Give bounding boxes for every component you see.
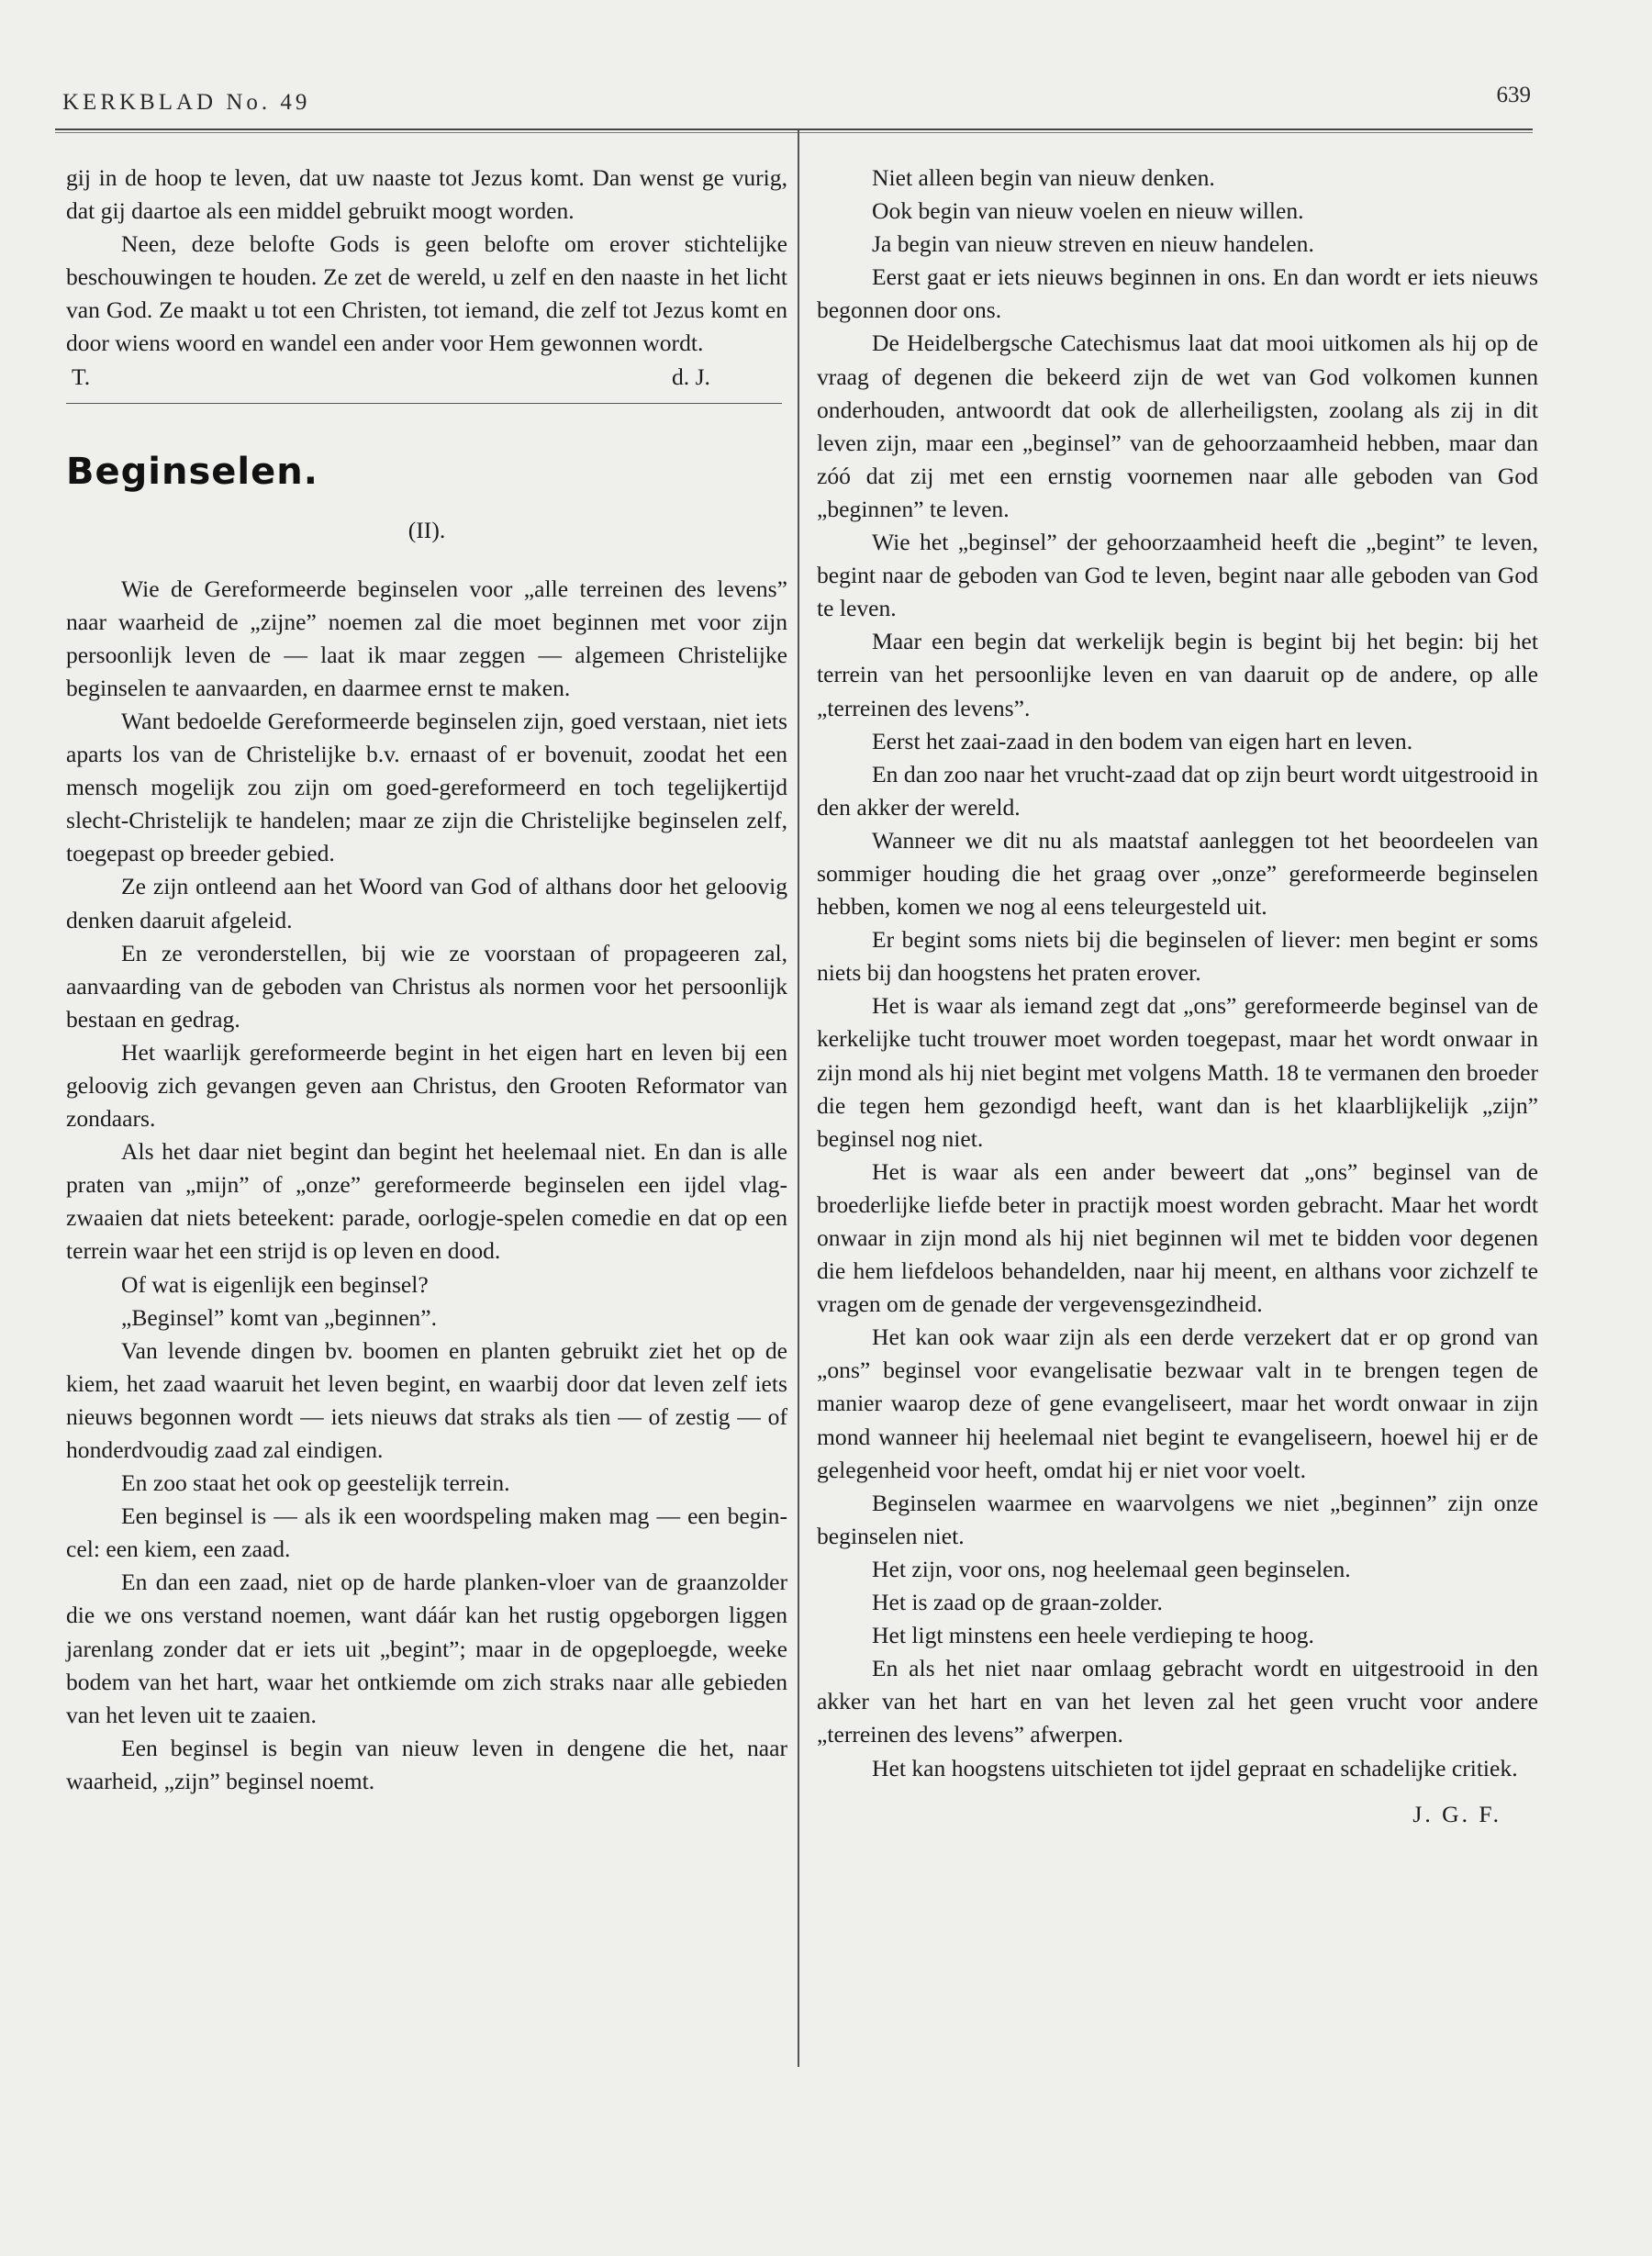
article-paragraph: Eerst gaat er iets nieuws beginnen in ons. En dan wordt er iets nieuws begonnen door ons. (817, 263, 1538, 324)
page-number: 639 (1496, 83, 1531, 107)
signoff-initial-left: T. (72, 363, 91, 390)
article-paragraph: Maar een begin dat werkelijk begin is begint bij het begin: bij het terrein van het persoonlijke leven en van daaruit op de andere, op alle „terreinen des levens”. (817, 628, 1538, 721)
column-divider (798, 130, 799, 2067)
prev-article-paragraph: Neen, deze belofte Gods is geen belofte om erover stichtelijke beschouwingen te houden. Ze zet de wereld, u zelf en den naaste in het licht van God. Ze maakt u tot een Christen, tot iemand, die zelf tot Jezus komt en door wiens woord en wandel een ander voor Hem gewonnen wordt. (66, 230, 787, 357)
article-paragraph: Er begint soms niets bij die beginselen of liever: men begint er soms niets bij dan hoogstens het praten erover. (817, 926, 1538, 987)
article-separator-rule (66, 403, 782, 404)
article-paragraph: Het is zaad op de graan-zolder. (872, 1589, 1163, 1616)
article-paragraph: Het kan ook waar zijn als een derde verzekert dat er op grond van „ons” beginsel voor evangelisatie bezwaar valt in te brengen tegen de manier waarop deze of gene evangeliseert, maar het wordt onwaar in zijn mond wanneer hij heelemaal niet begint te evangeliseern, hoewel hij er de gelegenheid voor heeft, omdat hij er niet voor voelt. (817, 1323, 1538, 1483)
article-paragraph: Het waarlijk gereformeerde begint in het eigen hart en leven bij een geloovig zich gevangen geven aan Christus, den Grooten Reformator van zondaars. (66, 1038, 787, 1133)
article-paragraph: Niet alleen begin van nieuw denken. (872, 164, 1215, 191)
article-paragraph: Van levende dingen bv. boomen en planten gebruikt ziet het op de kiem, het zaad waaruit het leven begint, en waarbij door dat leven zelf iets nieuws begonnen wordt — iets nieuws dat straks als tien — of zestig — of honderdvoudig zaad zal eindigen. (66, 1336, 787, 1463)
header-rule (55, 128, 1533, 133)
article-paragraph: Een beginsel is — als ik een woordspeling maken mag — een begin-cel: een kiem, een zaad. (66, 1502, 787, 1563)
article-paragraph: Eerst het zaai-zaad in den bodem van eigen hart en leven. (872, 727, 1413, 754)
signoff-initial-right: d. J. (672, 363, 710, 390)
article-paragraph: „Beginsel” komt van „beginnen”. (121, 1303, 437, 1331)
article-paragraph: Als het daar niet begint dan begint het heelemaal niet. En dan is alle praten van „mijn” of „onze” gereformeerde beginselen een ijdel vlag-zwaaien dat niets beteekent: parade, oorlogje-spelen comedie en dat op een terrein waar het een strijd is op leven en dood. (66, 1138, 787, 1265)
article-paragraph: Want bedoelde Gereformeerde beginselen zijn, goed verstaan, niet iets aparts los van de Christelijke b.v. ernaast of er bovenuit, zoodat het een mensch mogelijk zou zijn om goed-gereformeerd en toch tegelijkertijd slecht-Christelijk te handelen; maar ze zijn die Christelijke beginselen zelf, toegepast op breeder gebied. (66, 707, 787, 867)
article-paragraph: Wie de Gereformeerde beginselen voor „alle terreinen des levens” naar waarheid de „zijne” noemen zal die moet beginnen met voor zijn persoonlijk leven de — laat ik maar zeggen — algemeen Christelijke beginselen te aanvaarden, en daarmee ernst te maken. (66, 575, 787, 701)
prev-article-signoff (66, 361, 787, 394)
article-paragraph: Een beginsel is begin van nieuw leven in dengene die het, naar waarheid, „zijn” beginsel noemt. (66, 1734, 787, 1794)
prev-article-paragraph: gij in de hoop te leven, dat uw naaste tot Jezus komt. Dan wenst ge vurig, dat gij daartoe als een middel gebruikt moogt worden. (66, 164, 787, 225)
article-paragraph: En als het niet naar omlaag gebracht wordt en uitgestrooid in den akker van het hart en van het leven zal het geen vrucht voor andere „terreinen des levens” afwerpen. (817, 1655, 1538, 1748)
article-paragraph: Het is waar als een ander beweert dat „ons” beginsel van de broederlijke liefde beter in practijk moest worden gebracht. Maar het wordt onwaar in zijn mond als hij niet beginnen wil met te bidden voor degenen die hem liefdeloos behandelden, naar hij meent, en althans voor zichzelf te vragen om de genade der vergevensgezindheid. (817, 1157, 1538, 1318)
article-title: Beginselen. (66, 450, 318, 493)
left-column (66, 162, 787, 1798)
article-paragraph: En dan een zaad, niet op de harde planken-vloer van de graanzolder die we ons verstand noemen, want dáár kan het rustig opgeborgen liggen jarenlang zonder dat er iets uit „begint”; maar in de opgeploegde, weeke bodem van het hart, waar het ontkiemde om zich straks naar alle gebieden van het leven uit te zaaien. (66, 1569, 787, 1728)
article-paragraph: Ook begin van nieuw voelen en nieuw willen. (872, 197, 1304, 225)
article-paragraph: Het zijn, voor ons, nog heelemaal geen beginselen. (872, 1555, 1351, 1582)
article-paragraph: Beginselen waarmee en waarvolgens we niet „beginnen” zijn onze beginselen niet. (817, 1489, 1538, 1549)
article-paragraph: Ja begin van nieuw streven en nieuw handelen. (872, 230, 1314, 258)
article-paragraph: Wanneer we dit nu als maatstaf aanleggen tot het beoordeelen van sommiger houding die het graag over „onze” gereformeerde beginselen hebben, komen we nog al eens teleurgesteld uit. (817, 826, 1538, 921)
article-part-number: (II). (407, 516, 446, 543)
article-paragraph: En zoo staat het ook op geestelijk terrein. (121, 1469, 510, 1497)
article-paragraph: Het kan hoogstens uitschieten tot ijdel gepraat en schadelijke critiek. (872, 1754, 1518, 1781)
article-paragraph: Het ligt minstens een heele verdieping te hoog. (872, 1622, 1314, 1649)
article-paragraph: Of wat is eigenlijk een beginsel? (121, 1270, 429, 1298)
page-header (62, 83, 1531, 123)
article-paragraph: En ze veronderstellen, bij wie ze voorstaan of propageeren zal, aanvaarding van de geboden van Christus als normen voor het persoonlijk bestaan en gedrag. (66, 939, 787, 1033)
article-paragraph: Wie het „beginsel” der gehoorzaamheid heeft die „begint” te leven, begint naar de geboden van God te leven, begint naar alle geboden van God te leven. (817, 529, 1538, 622)
article-paragraph: Het is waar als iemand zegt dat „ons” gereformeerde beginsel van de kerkelijke tucht trouwer moet worden toegepast, maar het wordt onwaar in zijn mond als hij niet begint met volgens Matth. 18 te vermanen den broeder die tegen hem gezondigd heeft, want dan is het klaarblijkelijk „zijn” beginsel nog niet. (817, 992, 1538, 1152)
article-paragraph: Ze zijn ontleend aan het Woord van God of althans door het geloovig denken daaruit afgeleid. (66, 873, 787, 933)
article-paragraph: De Heidelbergsche Catechismus laat dat mooi uitkomen als hij op de vraag of degenen die bekeerd zijn de wet van God volkomen kunnen onderhouden, antwoordt dat ook de allerheiligsten, zoolang als zij in dit leven zijn, maar een „beginsel” van de gehoorzaamheid hebben, maar dan zóó dat zij met een ernstig voornemen naar alle geboden van God „beginnen” te leven. (817, 329, 1538, 522)
running-title: KERKBLAD No. 49 (62, 90, 311, 115)
article-paragraph: En dan zoo naar het vrucht-zaad dat op zijn beurt wordt uitgestrooid in den akker der wereld. (817, 760, 1538, 821)
author-signature: J. G. F. (1412, 1800, 1501, 1827)
right-column (817, 162, 1538, 1831)
